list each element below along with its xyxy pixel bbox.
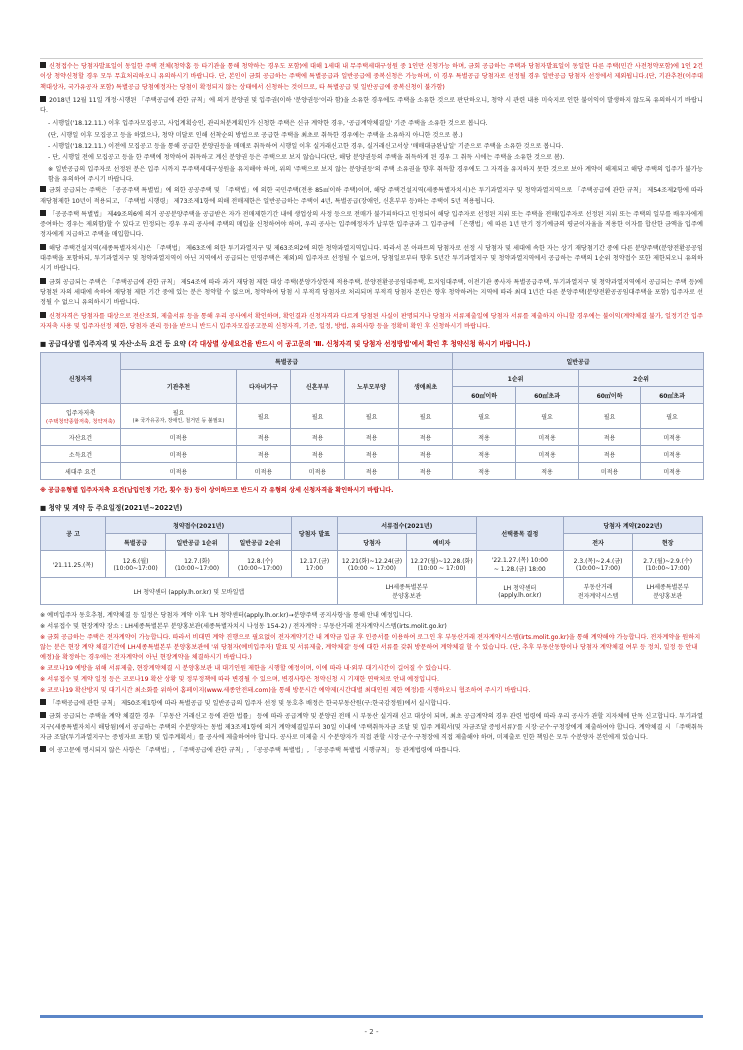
cell-notice-date: '21.11.25.(목) bbox=[41, 551, 106, 578]
cell-docs-location: LH세종특별본부 분양홍보관 bbox=[337, 578, 476, 605]
table-cell: 적용 bbox=[453, 446, 516, 463]
table-cell: 적용 bbox=[579, 429, 641, 446]
table-cell: 필요 bbox=[641, 404, 704, 429]
table-row bbox=[41, 429, 704, 446]
cell-value: 필요 bbox=[172, 410, 185, 418]
eligibility-header-row-1 bbox=[41, 353, 704, 370]
table-cell: 필요 bbox=[399, 404, 453, 429]
header-eligibility: 신청자격 bbox=[41, 353, 121, 404]
paragraph-6 bbox=[40, 278, 703, 309]
table-cell: 적용 bbox=[516, 463, 579, 480]
top-divider bbox=[40, 58, 703, 59]
schedule-note-5: ※ 서류접수 및 계약 일정 등은 코로나19 확산 상황 및 정부정책에 따라 변경될 수 있으며, 변경사항은 청약신청 시 기재한 연락처로 안내 예정입니다. bbox=[40, 676, 439, 684]
table-cell: 적용 bbox=[291, 446, 345, 463]
header-options: 선택품목 결정 bbox=[476, 517, 563, 551]
header-apply-2021: 청약접수(2021년) bbox=[106, 517, 292, 534]
cell-winner-date: 12.21(화)~12.24(금) (10:00 ~ 17:00) bbox=[337, 551, 407, 578]
table-cell: 미적용 bbox=[121, 463, 237, 480]
bullet-square-icon bbox=[40, 712, 46, 718]
table-cell: 적용 bbox=[345, 463, 399, 480]
final-paragraph-2 bbox=[40, 712, 703, 743]
header-size-3: 60㎡이하 bbox=[579, 387, 641, 404]
row-label-householder: 세대주 요건 bbox=[41, 463, 121, 480]
bullet-square-icon bbox=[40, 278, 46, 284]
table-row bbox=[41, 551, 703, 578]
section-eligibility-heading-note: (각 대상별 상세요건을 반드시 이 공고문의 'Ⅲ. 신청자격 및 당첨자 선정방법'에서 확인 후 청약신청 하시기 바랍니다.) bbox=[188, 340, 531, 349]
section-eligibility-heading: ■ 공급대상별 입주자격 및 자산·소득 요건 등 요약 bbox=[40, 340, 186, 349]
paragraph-7-text: 신청자격은 당첨자를 대상으로 전산조회, 제출서류 등을 통해 우리 공사에서 확인하며, 확인결과 신청자격과 다르게 당첨된 사실이 판명되거나 당첨자 서류제출일에 당첨자 서류를 제출하지 아니할 경우에는 불이익(계약체결 불가, 일정기간 입주자저축 사용 및 입주자선정 제한, 당첨자 관리 등)을 받으니 반드시 입주자모집공고문의 신청자격, 기준, 일정, 방법, 유의사항 등을 정확히 확인 후 신청하시기 바랍니다. bbox=[40, 312, 703, 330]
paragraph-4 bbox=[40, 210, 703, 241]
final-paragraph-1 bbox=[40, 699, 703, 709]
table-cell: 적용 bbox=[291, 429, 345, 446]
table-cell: 적용 bbox=[399, 429, 453, 446]
table-cell: 미적용 bbox=[641, 463, 704, 480]
table-cell: 적용 bbox=[345, 446, 399, 463]
paragraph-4-text: 「공공주택 특별법」 제49조의6에 의거 공공분양주택을 공급받은 자가 전매제한기간 내에 생업상의 사정 등으로 전매가 불가피하다고 인정되어 해당 입주자로 선정된 지위 또는 주택을 전매(입주자로 선정된 지위 또는 주택의 일부를 배우자에게 증여하는 경우는 제외함)할 수 있다고 인정되는 경우 우리 공사에 주택의 매입을 신청하여야 하며, 우리 공사는 입주예정자가 납부한 입주금과 그 입주금에 「은행법」에 따른 1년 만기 정기예금의 평균이자율을 적용한 이자를 합산한 금액을 입주예정자에게 지급하고 주택을 매입합니다. bbox=[40, 210, 703, 239]
paragraph-3-text: 금회 공급되는 주택은 「공공주택 특별법」에 의한 공공주택 및 「주택법」에 의한 국민주택(전용 85㎡이하 주택)이며, 해당 주택건설지역(세종특별자치시)은 투기과열지구 및 청약과열지역으로 「주택공급에 관한 규칙」 제54조제2항에 따라 재당첨제한 10년이 적용되고, 「주택법 시행령」 제73조제1항에 의해 전매제한은 일반공급하는 주택이 4년, 특별공급(장애인, 신혼부부 등)하는 주택이 5년 적용됩니다. bbox=[40, 187, 703, 205]
eligibility-header-row-2 bbox=[41, 370, 704, 387]
cell-reserve-date: 12.27(월)~12.28.(화) (10:00 ~ 17:00) bbox=[407, 551, 477, 578]
table-cell bbox=[121, 404, 237, 429]
schedule-note-6: ※ 코로나19 확산방지 및 대기시간 최소화를 위하여 홈페이지(www.세종안전돼.com)을 통해 방문시간 예약제(시간대별 최대인원 제한 예정)를 시행하오니 협조하여 주시기 바랍니다. bbox=[40, 687, 531, 695]
cell-options-date: '22.1.27.(목) 10:00 ~ 1.28.(금) 18:00 bbox=[476, 551, 563, 578]
paragraph-6-text: 금회 공급되는 주택은 「주택공급에 관한 규칙」 제54조에 따라 과거 재당첨 제한 대상 주택(분양가상한제 적용주택, 분양전환공공임대주택, 토지임대주택, 이전기관 종사자 특별공급주택, 투기과열지구 및 청약과열지역에서 공급되는 주택 등)에 당첨된 자의 세대에 속하여 재당첨 제한 기간 중에 있는 분은 청약할 수 없으며, 청약하여 당첨 시 부적격 당첨자로 처리되며 부적격 당첨자 본인은 향후 청약하려는 지역에 따라 최대 1년간 다른 분양주택(분양전환공공임대주택을 포함) 입주자로 선정될 수 없으니 유의하시기 바랍니다. bbox=[40, 278, 703, 307]
cell-options-location: LH 청약센터 (apply.lh.or.kr) bbox=[476, 578, 563, 605]
document-page bbox=[40, 62, 703, 760]
table-row bbox=[41, 404, 704, 429]
paragraph-5 bbox=[40, 244, 703, 275]
final-paragraph-2-text: 금회 공급되는 주택을 계약 체결한 경우 「부동산 거래신고 등에 관한 법률」 등에 따라 공급계약 및 분양권 전매 시 부동산 실거래 신고 대상이 되며, 최초 공급계약의 경우 관련 법령에 따라 우리 공사가 관할 지자체에 단독 신고합니다. 투기과열지구(세종특별자치시 해당됨)에서 공급하는 주택의 수분양자는 동법 제3조제1항에 의거 계약체결일부터 30일 이내에 '주택취득자금 조달 및 입주 계획서(및 자금조달 증빙서류)'를 시장·군수·구청장에게 제출하여야 합니다. 계약체결 시 「주택취득 자금 조달(투기과열지구는 증빙자료 포함) 및 입주계획서」를 공사에 제출하여야 합니다. 공사로 미제출 시 수분양자가 직접 관할 시장·군수·구청장에 직접 제출해야 하며, 미제출로 인한 책임은 모두 수분양자 본인에게 있습니다. bbox=[40, 713, 704, 742]
table-row bbox=[41, 446, 704, 463]
table-row bbox=[41, 463, 704, 480]
table-cell: 미적용 bbox=[237, 463, 291, 480]
table-cell: 적용 bbox=[399, 446, 453, 463]
header-rank-1: 1순위 bbox=[453, 370, 579, 387]
paragraph-2-text: 2018년 12월 11일 개정·시행된 「주택공급에 관한 규칙」에 의거 분양권 및 입주권(이하 '분양권등'이라 함)을 소유한 경우에도 주택을 소유한 것으로 판단하오니, 청약 시 관련 내용 미숙지로 인한 불이익이 발생하지 않도록 유의하시기 바랍니다. bbox=[40, 96, 703, 115]
final-paragraph-3 bbox=[40, 746, 703, 756]
sub-note-2: (단, 시행일 이후 모집공고 등을 하였으나, 청약 미달로 인해 선착순의 방법으로 공급한 주택을 최초로 취득한 경우에는 주택을 소유하지 아니한 것으로 봄.) bbox=[48, 131, 463, 139]
schedule-table bbox=[40, 516, 703, 605]
paragraph-1-text: 신청접수는 당첨자발표일이 동일한 주택 전체(청약홈 등 타기관을 통해 청약하는 경우도 포함)에 대해 1세대 내 무주택세대구성원 중 1인만 신청가능 하며, 금회 공급하는 주택과 당첨자발표일이 동일한 다른 주택(민간 사전청약포함)에 1인 2건 이상 청약신청할 경우 모두 무효처리하오니 유의하시기 바랍니다. 단, 본인이 금회 공급하는 주택에 특별공급과 일반공급에 중복신청은 가능하며, 이 경우 특별공급 당첨자로 선정될 경우 일반공급 당첨자 선정에서 제외됩니다.(단, 기관추천(이주대책대상자, 국가유공자 포함) 특별공급 당첨예정자는 당첨이 확정되지 않는 상태에서 신청하는 것이므로, 타 특별공급 및 일반공급에 중복신청이 불가함) bbox=[40, 63, 703, 91]
cell-onsite-location: LH세종특별본부 분양홍보관 bbox=[633, 578, 703, 605]
header-size-1: 60㎡이하 bbox=[453, 387, 516, 404]
page-number: - 2 - bbox=[364, 1028, 379, 1036]
header-newlywed: 신혼부부 bbox=[291, 370, 345, 404]
final-paragraph-3-text: 이 공고문에 명시되지 않은 사항은 「주택법」, 「주택공급에 관한 규칙」, 「공공주택 특별법」, 「공공주택 특별법 시행규칙」 등 관계법령에 따릅니다. bbox=[49, 747, 461, 755]
schedule-note-3: ※ 금회 공급하는 주택은 전자계약이 가능합니다. 따라서 비대면 계약 진행으로 필요없이 전자계약기간 내 계약금 입금 후 인증서를 이용하여 로그인 후 부동산거래 전자계약시스템(irts.molit.go.kr)을 통해 계약해야 가능합니다. 전자계약을 원하지 않는 분은 현장 계약 체결기간에 LH세종특별본부 분양홍보관에 '위 당첨자(예비입주자) 발표 및 서류제출, 계약체결' 등에 대한 서류를 갖춰 방문하여 계약체결 할 수 있습니다. (단, 추후 부동산동향이나 당첨자 계약체결 여부 등 정치, 일정 등 안내 예정)을 확정하는 경우에는 전자계약이 아닌 현장계약을 체결하시기 바랍니다.) bbox=[40, 634, 701, 662]
header-onsite: 현장 bbox=[633, 534, 703, 551]
schedule-note-1: ※ 예비입주자 동호추첨, 계약체결 등 일정은 당첨자 계약 이후 'LH 청약센터(apply.lh.or.kr)→분양주택 공지사항'을 통해 안내 예정입니다. bbox=[40, 612, 413, 620]
table-cell: 미적용 bbox=[579, 463, 641, 480]
header-rank-2: 2순위 bbox=[579, 370, 704, 387]
table-cell: 미적용 bbox=[516, 446, 579, 463]
table-cell: 필요 bbox=[453, 404, 516, 429]
table-cell: 적용 bbox=[579, 446, 641, 463]
table-cell: 필요 bbox=[237, 404, 291, 429]
table-cell: 미적용 bbox=[641, 446, 704, 463]
header-special: 특별공급 bbox=[106, 534, 166, 551]
header-size-4: 60㎡초과 bbox=[641, 387, 704, 404]
paragraph-3 bbox=[40, 186, 703, 207]
sub-note-1: - 시행일('18.12.11.) 이후 입주자모집공고, 사업계획승인, 관리처분계획인가 신청한 주택은 신규 계약한 경우, '공급계약체결일' 기준 주택을 소유한 것으로 봅니다. bbox=[48, 120, 488, 128]
header-elderly-parent: 노부모부양 bbox=[345, 370, 399, 404]
eligibility-table bbox=[40, 352, 704, 480]
table-cell: 필요 bbox=[579, 404, 641, 429]
row-label-assets: 자산요건 bbox=[41, 429, 121, 446]
table-cell: 미적용 bbox=[641, 429, 704, 446]
header-size-2: 60㎡초과 bbox=[516, 387, 579, 404]
table-row bbox=[41, 578, 703, 605]
cell-electronic-date: 2.3.(목)~2.4.(금) (10:00~17:00) bbox=[563, 551, 633, 578]
table-cell: 적용 bbox=[453, 463, 516, 480]
header-reserve: 예비자 bbox=[407, 534, 477, 551]
table-cell: 필요 bbox=[345, 404, 399, 429]
bullet-square-icon bbox=[40, 699, 46, 705]
header-multichild: 다자녀가구 bbox=[237, 370, 291, 404]
table-cell: 적용 bbox=[345, 429, 399, 446]
bullet-square-icon bbox=[40, 62, 46, 68]
cell-apply-location: LH 청약센터 (apply.lh.or.kr) 및 모바일앱 bbox=[41, 578, 338, 605]
schedule-header-row-1 bbox=[41, 517, 703, 534]
header-electronic: 전자 bbox=[563, 534, 633, 551]
cell-electronic-location: 부동산거래 전자계약시스템 bbox=[563, 578, 633, 605]
cell-gen2-date: 12.8.(수) (10:00~17:00) bbox=[229, 551, 292, 578]
header-institution: 기관추천 bbox=[121, 370, 237, 404]
cell-special-date: 12.6.(월) (10:00~17:00) bbox=[106, 551, 166, 578]
bullet-square-icon bbox=[40, 96, 46, 102]
table-cell: 적용 bbox=[237, 429, 291, 446]
eligibility-footnote: ※ 공급유형별 입주자저축 요건(납입인정 기간, 횟수 등) 등이 상이하므로 반드시 각 유형의 상세 신청자격을 확인하시기 바랍니다. bbox=[40, 487, 394, 495]
cell-note: (※ 국가유공자, 장애인, 철거민 등 불필요) bbox=[132, 418, 225, 425]
bullet-square-icon bbox=[40, 244, 46, 250]
header-general-supply: 일반공급 bbox=[453, 353, 704, 370]
sub-note-5: ※ 일반공급의 입주자로 선정된 분은 입주 시까지 무주택세대구성원을 유지해야 하며, 위의 '주택으로 보지 않는 분양권등'의 주택 소유권을 향후 취득할 경우에도 그 자격을 유지하지 못한 것으로 보아 계약이 해제되고 해당 주택의 입주가 불가능함을 유의하여 주시기 바랍니다. bbox=[48, 165, 703, 183]
paragraph-5-text: 해당 주택건설지역(세종특별자치시)은 「주택법」 제63조에 의한 투기과열지구 및 제63조의2에 의한 청약과열지역입니다. 따라서 본 아파트의 당첨자로 선정 시 당첨자 및 세대에 속한 자는 상기 재당첨기간 중에 다른 분양주택(분양전환공공임대주택을 포함하되, 투기과열지구 및 청약과열지역이 아닌 지역에서 공급되는 민영주택은 제외)의 입주자로 선정될 수 없으며, 당첨일로부터 향후 5년간 투기과열지구 및 청약과열지역에서 공급하는 주택의 1순위 청약접수 또한 제한되오니 유의하시기 바랍니다. bbox=[40, 244, 703, 273]
bullet-square-icon bbox=[40, 210, 46, 216]
schedule-note-2: ※ 서류접수 및 현장계약 장소 : LH세종특별본부 분양홍보관(세종특별자치시 나성동 154-2) / 전자계약 : 부동산거래 전자계약시스템(irts.molit.go.kr) bbox=[40, 623, 447, 631]
header-special-supply: 특별공급 bbox=[121, 353, 453, 370]
row-label-subtext: (주택청약종합저축, 청약저축) bbox=[46, 418, 115, 425]
section-eligibility-title bbox=[40, 338, 703, 348]
sub-note-4: - 단, 시행일 전에 모집공고 등을 한 주택에 청약하여 취득하고 계신 분양권 등은 주택으로 보지 않습니다(단, 해당 분양권등의 주택을 취득하게 된 경우 그 취득 시에는 주택을 소유한 것으로 봄). bbox=[48, 154, 565, 162]
header-docs-2021: 서류접수(2021년) bbox=[337, 517, 476, 534]
header-gen-2: 일반공급 2순위 bbox=[229, 534, 292, 551]
cell-gen1-date: 12.7.(화) (10:00~17:00) bbox=[165, 551, 228, 578]
header-first-time: 생애최초 bbox=[399, 370, 453, 404]
table-cell: 적용 bbox=[237, 446, 291, 463]
cell-announce-date: 12.17.(금) 17:00 bbox=[292, 551, 338, 578]
cell-onsite-date: 2.7.(월)~2.9.(수) (10:00~17:00) bbox=[633, 551, 703, 578]
table-cell: 필요 bbox=[516, 404, 579, 429]
row-label-text: 입주자저축 bbox=[66, 409, 95, 417]
sub-note-3: - 시행일('18.12.11.) 이전에 모집공고 등을 통해 공급한 분양권등을 매매로 취득하여 시행일 이후 실거래신고한 경우, 실거래신고서상 '매매대금완납일' 기준으로 주택을 소유한 것으로 봅니다. bbox=[48, 143, 564, 151]
paragraph-1 bbox=[40, 62, 703, 93]
table-cell: 필요 bbox=[291, 404, 345, 429]
final-paragraph-1-text: 「주택공급에 관한 규칙」 제50조제1항에 따라 특별공급 및 일반공급의 입주자 선정 및 동호추 배정은 한국부동산원(구:한국감정원)에서 실시합니다. bbox=[49, 700, 451, 708]
schedule-note-4: ※ 코로나19 예방을 위해 서류제출, 현장계약체결 시 분양홍보관 내 대기인원 제한을 시행할 예정이며, 이에 따라 내·외부 대기시간이 길어질 수 있습니다. bbox=[40, 665, 451, 673]
paragraph-2 bbox=[40, 96, 703, 117]
bullet-square-icon bbox=[40, 186, 46, 192]
row-label-income: 소득요건 bbox=[41, 446, 121, 463]
header-contract-2022: 당첨자 계약(2022년) bbox=[563, 517, 702, 534]
table-cell: 미적용 bbox=[121, 429, 237, 446]
table-cell: 적용 bbox=[399, 463, 453, 480]
header-announce: 당첨자 발표 bbox=[292, 517, 338, 551]
header-gen-1: 일반공급 1순위 bbox=[165, 534, 228, 551]
footer-divider bbox=[40, 1015, 703, 1018]
header-winner: 당첨자 bbox=[337, 534, 407, 551]
row-label-savings bbox=[41, 404, 121, 429]
bullet-square-icon bbox=[40, 312, 46, 318]
schedule-header-row-2 bbox=[41, 534, 703, 551]
table-cell: 적용 bbox=[453, 429, 516, 446]
bullet-square-icon bbox=[40, 746, 46, 752]
table-cell: 미적용 bbox=[291, 463, 345, 480]
table-cell: 미적용 bbox=[516, 429, 579, 446]
table-cell: 미적용 bbox=[121, 446, 237, 463]
paragraph-7 bbox=[40, 312, 703, 333]
header-notice: 공 고 bbox=[41, 517, 106, 551]
section-schedule-title: ■ 청약 및 계약 등 주요일정(2021년~2022년) bbox=[40, 504, 183, 513]
